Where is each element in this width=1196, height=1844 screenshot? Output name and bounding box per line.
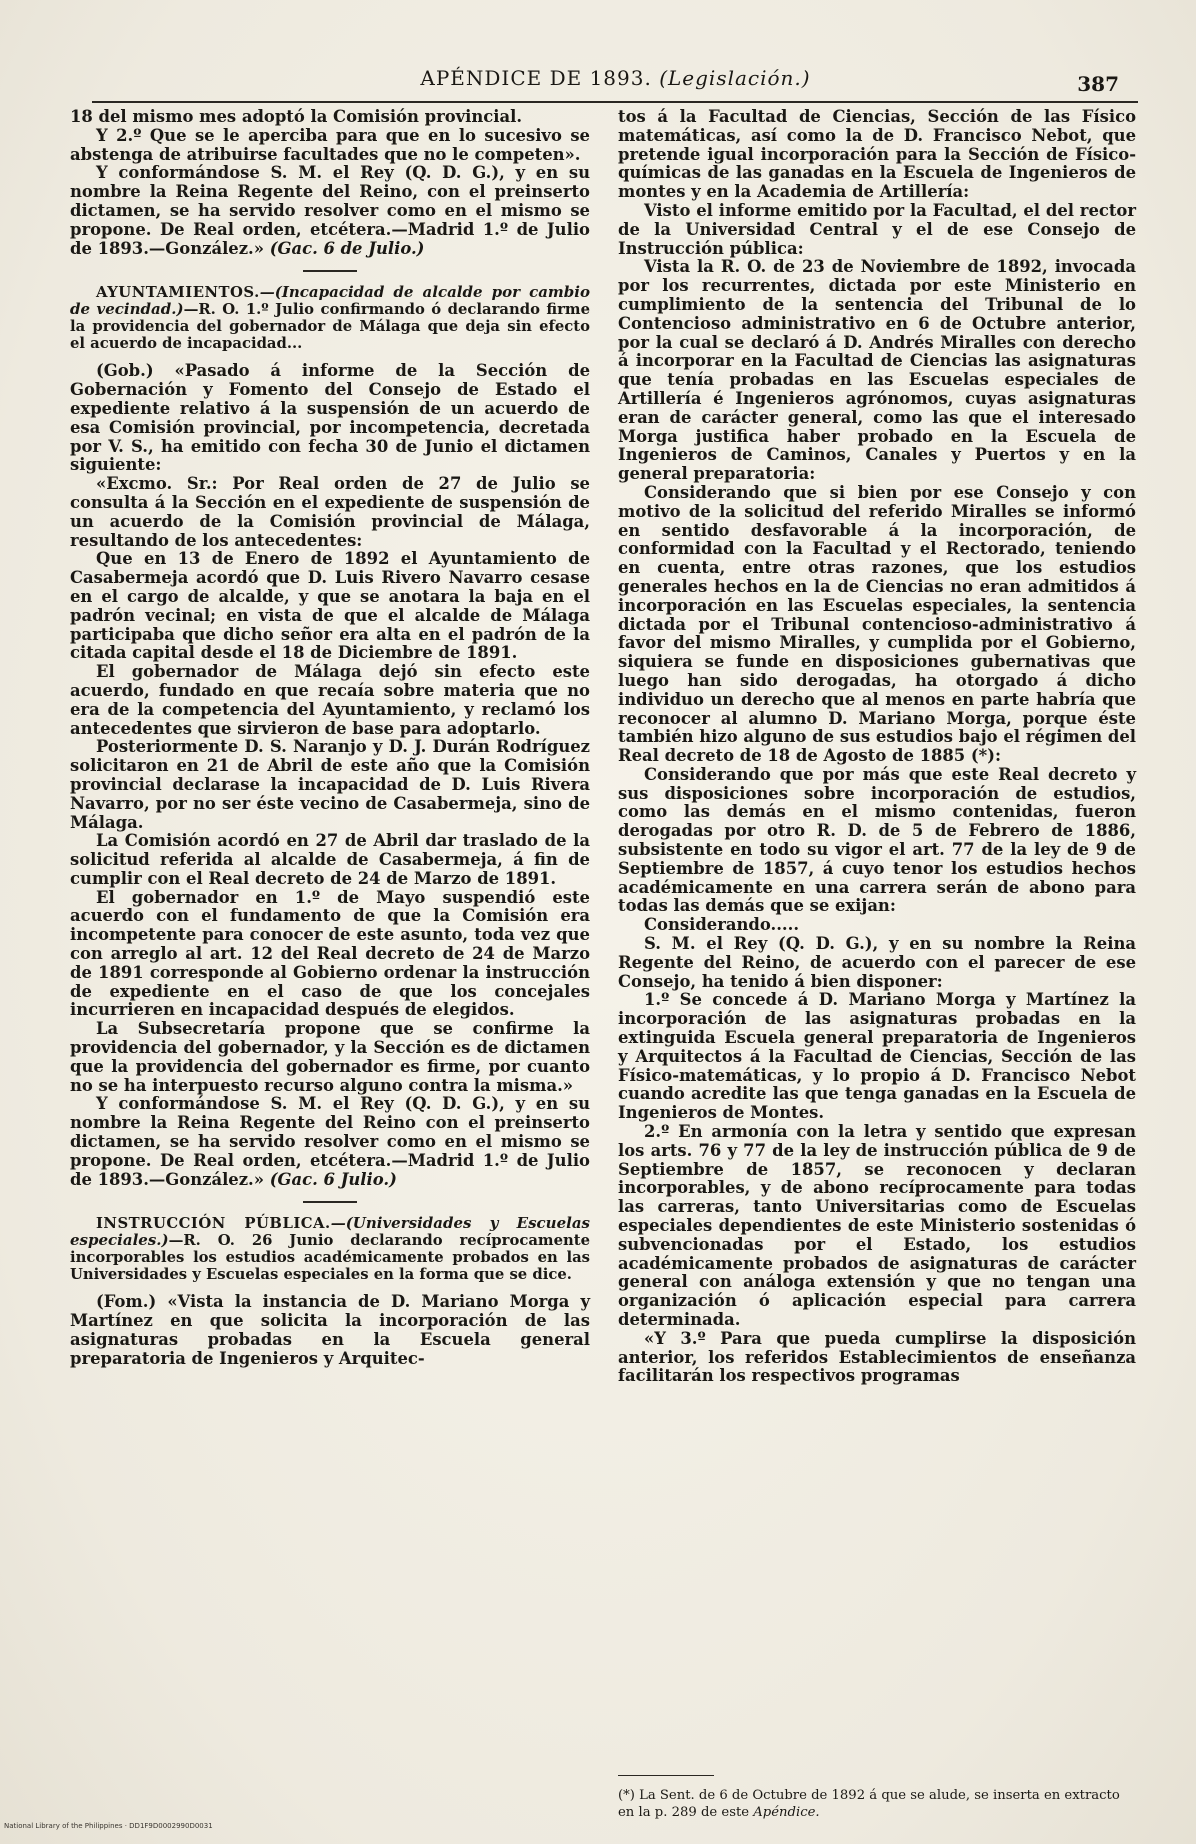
section-subtitle: —(Universidades y Escuelas especiales.) <box>70 1214 590 1250</box>
page-number: 387 <box>1077 72 1119 96</box>
footnote-italic: Apéndice. <box>753 1805 820 1820</box>
section-heading-instruccion <box>70 1215 590 1283</box>
header-title <box>90 66 1141 90</box>
paragraph: 1.º Se concede á D. Mariano Morga y Martínez la incorporación de las asignaturas probadas en la extinguida Escuela general preparatoria de Ingenieros y Arquitectos á la Facultad de Ciencias, Sección de las Físico-matemáticas, y lo propio á D. Francisco Nebot cuando acredite las que tenga ganadas en la Escuela de Ingenieros de Montes. <box>618 990 1136 1123</box>
left-column <box>70 108 590 1369</box>
section-subtitle: —(Incapacidad de alcalde por cambio de vecindad.) <box>70 283 590 319</box>
paragraph: Que en 13 de Enero de 1892 el Ayuntamiento de Casabermeja acordó que D. Luis Rivero Navarro cesase en el cargo de alcalde, y que se anotara la baja en el padrón vecinal; en vista de que el alcalde de Málaga participaba que dicho señor era alta en el padrón de la citada capital desde el 18 de Diciembre de 1891. <box>70 549 590 663</box>
paragraph: Posteriormente D. S. Naranjo y D. J. Durán Rodríguez solicitaron en 21 de Abril de este año que la Comisión provincial declarase la incapacidad de D. Luis Rivera Navarro, por no ser éste vecino de Casabermeja, sino de Málaga. <box>70 737 590 832</box>
paragraph: El gobernador en 1.º de Mayo suspendió este acuerdo con el fundamento de que la Comisión era incompetente para conocer de este asunto, toda vez que con arreglo al art. 12 del Real decreto de 24 de Marzo de 1891 corresponde al Gobierno ordenar la instrucción de expediente en el caso de que los concejales incurrieren en incapacidad después de elegidos. <box>70 887 590 1020</box>
header-title-sub: (Legislación.) <box>659 66 811 90</box>
library-watermark: National Library of the Philippines · DD1F9D0002990D0031 <box>4 1822 213 1830</box>
section-separator <box>303 1201 357 1203</box>
footnote <box>618 1787 1136 1821</box>
paragraph: La Comisión acordó en 27 de Abril dar traslado de la solicitud referida al alcalde de Casabermeja, á fin de cumplir con el Real decreto de 24 de Marzo de 1891. <box>70 831 590 888</box>
right-column <box>618 108 1136 1386</box>
paragraph-text: Y conformándose S. M. el Rey (Q. D. G.), y en su nombre la Reina Regente del Reino con el preinserto dictamen, se ha servido resolver como en el mismo se propone. De Real orden, etcétera.—Madrid 1.º de Julio de 1893.—González.» <box>70 1094 590 1189</box>
paragraph: El gobernador de Málaga dejó sin efecto este acuerdo, fundado en que recaía sobre materia que no era de la competencia del Ayuntamiento, y reclamó los antecedentes que sirvieron de base para adoptarlo. <box>70 662 590 738</box>
paragraph: (Gob.) «Pasado á informe de la Sección de Gobernación y Fomento del Consejo de Estado el expediente relativo á la suspensión de un acuerdo de esa Comisión provincial, por incompetencia, decretada por V. S., ha emitido con fecha 30 de Junio el dictamen siguiente: <box>70 361 590 475</box>
section-heading-ayuntamientos <box>70 284 590 352</box>
paragraph: Considerando que si bien por ese Consejo y con motivo de la solicitud del referido Miralles se informó en sentido desfavorable á la incorporación, de conformidad con la Facultad y el Rectorado, teniendo en cuenta, entre otras razones, que los estudios generales hechos en la de Ciencias no eran admitidos á incorporación en las Escuelas especiales, la sentencia dictada por el Tribunal contencioso-administrativo á favor del mismo Miralles, y cumplida por el Gobierno, siquiera se funde en disposiciones gubernativas que luego han sido derogadas, ha otorgado á dicho individuo un derecho que al menos en parte habría que reconocer al alumno D. Mariano Morga, porque éste también hizo alguno de sus estudios bajo el régimen del Real decreto de 18 de Agosto de 1885 (*): <box>618 482 1136 766</box>
paragraph: 2.º En armonía con la letra y sentido que expresan los arts. 76 y 77 de la ley de instrucción pública de 9 de Septiembre de 1857, se reconocen y declaran incorporables, y de abono recíprocamente para todas las carreras, tanto Universitarias como de Escuelas especiales dependientes de este Ministerio sostenidas ó subvencionadas por el Estado, los estudios académicamente probados de asignaturas de carácter general con análoga extensión y que no tengan una organización ó aplicación especial para carrera determinada. <box>618 1122 1136 1329</box>
paragraph: tos á la Facultad de Ciencias, Sección de las Físico matemáticas, así como la de D. Francisco Nebot, que pretende igual incorporación para la Sección de Físico-químicas de las ganadas en la Escuela de Ingenieros de montes y en la Academia de Artillería: <box>618 107 1136 202</box>
paragraph <box>70 1095 590 1189</box>
gazette-source: (Gac. 6 Julio.) <box>269 1169 397 1189</box>
footnote-text: (*) La Sent. de 6 de Octubre de 1892 á que se alude, se inserta en extracto en la p. 289 de este <box>618 1788 1120 1820</box>
paragraph: Considerando que por más que este Real decreto y sus disposiciones sobre incorporación de estudios, como las demás en el mismo contenidas, fueron derogadas por otro R. D. de 5 de Febrero de 1886, subsistente en todo su vigor el art. 77 de la ley de 9 de Septiembre de 1857, á cuyo tenor los estudios hechos académicamente en una carrera serán de abono para todas las demás que se exijan: <box>618 764 1136 916</box>
section-title: AYUNTAMIENTOS. <box>96 284 260 302</box>
paragraph: S. M. el Rey (Q. D. G.), y en su nombre la Reina Regente del Reino, de acuerdo con el parecer de ese Consejo, ha tenido á bien disponer: <box>618 934 1136 991</box>
paragraph: Vista la R. O. de 23 de Noviembre de 1892, invocada por los recurrentes, dictada por este Ministerio en cumplimiento de la sentencia del Tribunal de lo Contencioso administrativo en 6 de Octubre anterior, por la cual se declaró á D. Andrés Miralles con derecho á incorporar en la Facultad de Ciencias las asignaturas que tenía probadas en las Escuelas especiales de Artillería é Ingenieros agrónomos, cuyas asignaturas eran de carácter general, como las que el interesado Morga justifica haber probado en la Escuela de Ingenieros de Caminos, Canales y Puertos y en la general preparatoria: <box>618 257 1136 484</box>
section-summary: —R. O. 26 Junio declarando recíprocamente incorporables los estudios académicamente probados en las Universidades y Escuelas especiales en la forma que se dice. <box>70 1232 590 1284</box>
footnote-rule <box>618 1775 714 1776</box>
paragraph: Y 2.º Que se le aperciba para que en lo sucesivo se abstenga de atribuirse facultades que no le competen». <box>70 125 590 164</box>
section-separator <box>303 270 357 272</box>
paragraph <box>70 164 590 258</box>
paragraph: La Subsecretaría propone que se confirme la providencia del gobernador, y la Sección es de dictamen que la providencia del gobernador es firme, por cuanto no se ha interpuesto recurso alguno contra la misma.» <box>70 1019 590 1095</box>
paragraph: «Excmo. Sr.: Por Real orden de 27 de Julio se consulta á la Sección en el expediente de suspensión de un acuerdo de la Comisión provincial de Málaga, resultando de los antecedentes: <box>70 474 590 550</box>
running-header <box>90 66 1141 100</box>
gazette-source: (Gac. 6 de Julio.) <box>269 238 425 258</box>
header-title-main: APÉNDICE DE 1893. <box>420 66 652 90</box>
paragraph: 18 del mismo mes adoptó la Comisión provincial. <box>70 107 523 126</box>
section-title: INSTRUCCIÓN PÚBLICA. <box>96 1215 331 1233</box>
header-rule <box>92 101 1138 103</box>
paragraph-text: Y conformándose S. M. el Rey (Q. D. G.), y en su nombre la Reina Regente del Reino, con el preinserto dictamen, se ha servido resolver como en el mismo se propone. De Real orden, etcétera.—Madrid 1.º de Julio de 1893.—González.» <box>70 163 590 258</box>
paragraph: Visto el informe emitido por la Facultad, el del rector de la Universidad Central y el de ese Consejo de Instrucción pública: <box>618 200 1136 258</box>
paragraph: (Fom.) «Vista la instancia de D. Mariano Morga y Martínez en que solicita la incorporación de las asignaturas probadas en la Escuela general preparatoria de Ingenieros y Arquitec- <box>70 1292 590 1368</box>
paragraph: Considerando..... <box>644 915 800 935</box>
section-summary: —R. O. 1.º Julio confirmando ó declarando firme la providencia del gobernador de Málaga que deja sin efecto el acuerdo de incapacidad... <box>70 301 591 353</box>
paragraph: «Y 3.º Para que pueda cumplirse la disposición anterior, los referidos Establecimientos de enseñanza facilitarán los respectivos programas <box>618 1328 1136 1386</box>
